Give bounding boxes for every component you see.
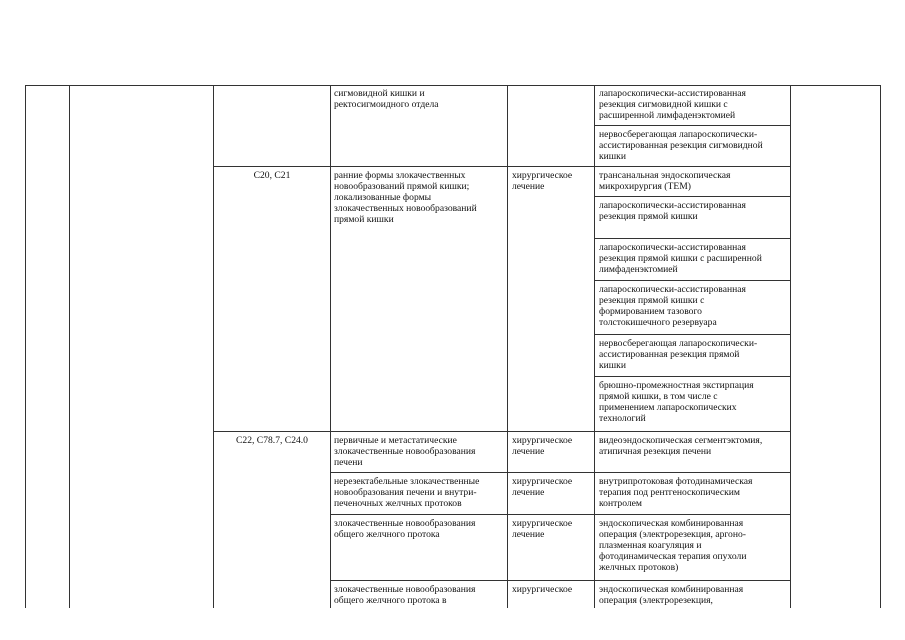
diagnosis-cell: ранние формы злокачественных новообразований прямой кишки; локализованные формы злокачественных новообразований прямой кишки [334, 170, 477, 225]
treatment-cell: хирургическое лечение [512, 518, 573, 540]
diagnosis-cell: сигмовидной кишки и ректосигмоидного отдела [334, 88, 439, 110]
row-divider [594, 125, 790, 126]
column-divider-1 [69, 85, 70, 608]
row-divider [330, 580, 790, 581]
column-divider-3 [330, 85, 331, 608]
method-cell: лапароскопически-ассистированная резекция прямой кишки [599, 200, 746, 222]
column-divider-5 [594, 85, 595, 608]
column-divider-2 [213, 85, 214, 608]
row-divider [594, 376, 790, 377]
row-divider [594, 334, 790, 335]
row-divider [594, 280, 790, 281]
method-cell: брюшно-промежностная экстирпация прямой кишки, в том числе с применением лапароскопических технологий [599, 380, 754, 424]
table-left-border [25, 85, 26, 608]
treatment-cell: хирургическое лечение [512, 435, 573, 457]
column-divider-4 [507, 85, 508, 608]
method-cell: лапароскопически-ассистированная резекция прямой кишки с формированием тазового толстокишечного резервуара [599, 284, 746, 328]
diagnosis-cell: злокачественные новообразования общего желчного протока [334, 518, 476, 540]
column-divider-6 [790, 85, 791, 608]
method-cell: эндоскопическая комбинированная операция (электрорезекция, [599, 584, 744, 606]
method-cell: внутрипротоковая фотодинамическая терапия под рентгеноскопическим контролем [599, 476, 753, 509]
method-cell: трансанальная эндоскопическая микрохирургия (ТЕМ) [599, 170, 731, 192]
row-divider [594, 238, 790, 239]
icd-code-cell: C22, C78.7, C24.0 [236, 435, 308, 446]
treatment-cell: хирургическое лечение [512, 170, 573, 192]
row-divider [594, 196, 790, 197]
diagnosis-cell: злокачественные новообразования общего желчного протока в [334, 584, 476, 606]
table-right-border [880, 85, 881, 608]
group-divider-c20 [213, 166, 790, 167]
group-divider-c22 [213, 431, 790, 432]
method-cell: эндоскопическая комбинированная операция (электрорезекция, аргоно- плазменная коагуляция и фотодинамическая терапия опухоли желчных протоков) [599, 518, 747, 573]
diagnosis-cell: первичные и метастатические злокачественные новообразования печени [334, 435, 476, 468]
table-top-border [25, 85, 881, 86]
row-divider [330, 472, 790, 473]
treatment-cell: хирургическое [512, 584, 573, 595]
method-cell: лапароскопически-ассистированная резекция сигмовидной кишки с расширенной лимфаденэктомией [599, 88, 746, 121]
method-cell: нервосберегающая лапароскопически- ассистированная резекция прямой кишки [599, 338, 758, 371]
row-divider [330, 514, 790, 515]
diagnosis-cell: нерезектабельные злокачественные новообразования печени и внутри- печеночных желчных протоков [334, 476, 480, 509]
treatment-cell: хирургическое лечение [512, 476, 573, 498]
method-cell: лапароскопически-ассистированная резекция прямой кишки с расширенной лимфаденэктомией [599, 242, 762, 275]
method-cell: видеоэндоскопическая сегментэктомия, атипичная резекция печени [599, 435, 763, 457]
icd-code-cell: C20, C21 [253, 170, 291, 181]
method-cell: нервосберегающая лапароскопически- ассистированная резекция сигмовидной кишки [599, 129, 763, 162]
